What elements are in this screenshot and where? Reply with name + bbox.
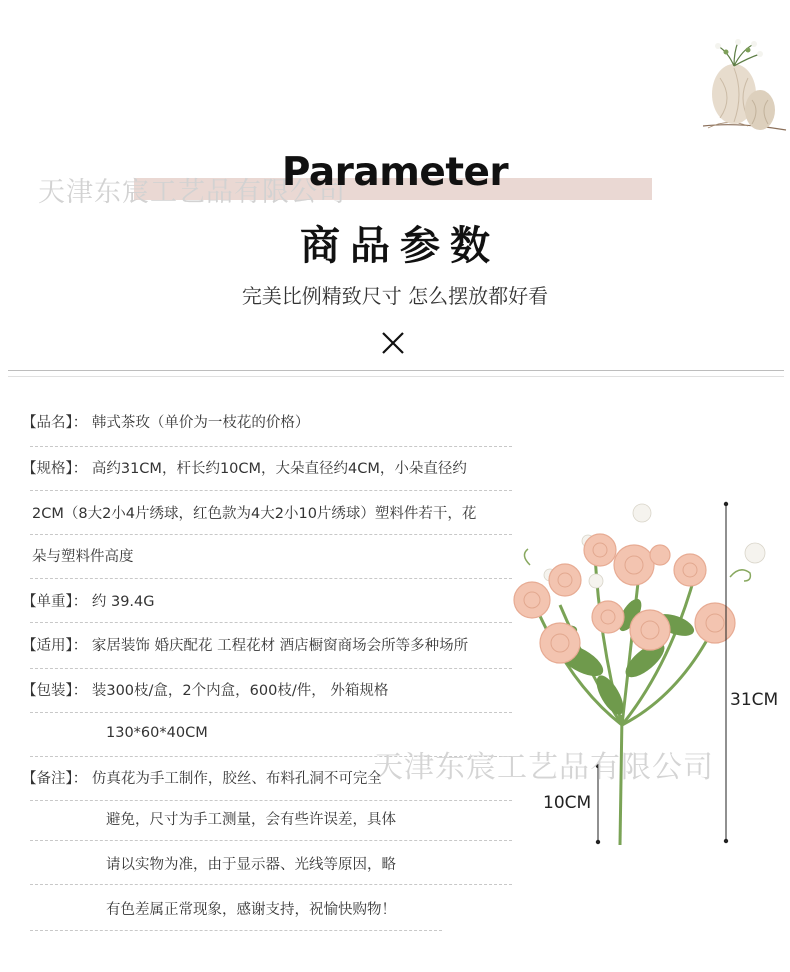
- param-label: 【备注】: [22, 771, 73, 787]
- param-pack: 【包装】： 装300枝/盒，2个内盒，600枝/件， 外箱规格: [22, 683, 389, 699]
- param-weight: 【单重】： 约 39.4G: [22, 594, 155, 610]
- param-name: 【品名】： 韩式茶玫（单价为一枝花的价格）: [22, 415, 310, 431]
- watermark-top: 天津东宸工艺品有限公司: [38, 177, 346, 208]
- page-subtitle: 完美比例精致尺寸 怎么摆放都好看: [241, 284, 549, 308]
- divider-line-light: [8, 376, 784, 377]
- height-measure-line: [716, 500, 736, 845]
- param-value: 韩式茶玫（单价为一枝花的价格）: [91, 415, 310, 431]
- param-value: 家居装饰 婚庆配花 工程花材 酒店橱窗商场会所等多种场所: [91, 638, 469, 654]
- row-divider: [30, 884, 512, 885]
- param-label: 【适用】: [22, 638, 73, 654]
- row-divider: [30, 622, 512, 623]
- row-divider: [30, 446, 512, 447]
- param-label: 【单重】: [22, 594, 73, 610]
- close-x-icon: [380, 330, 406, 356]
- row-divider: [30, 534, 512, 535]
- param-note-line3: 请以实物为准，由于显示器、光线等原因，略: [106, 857, 396, 873]
- watermark-bottom: 天津东宸工艺品有限公司: [373, 750, 714, 785]
- row-divider: [30, 840, 512, 841]
- param-usage: 【适用】： 家居装饰 婚庆配花 工程花材 酒店橱窗商场会所等多种场所: [22, 638, 469, 654]
- divider-line: [8, 370, 784, 371]
- param-value: 高约31CM，杆长约10CM，大朵直径约4CM，小朵直径约: [91, 461, 467, 477]
- param-value: 装300枝/盒，2个内盒，600枝/件， 外箱规格: [91, 683, 389, 699]
- param-label: 【包装】: [22, 683, 73, 699]
- page-title-en: Parameter: [281, 150, 509, 195]
- row-divider: [30, 578, 512, 579]
- row-divider: [30, 930, 442, 931]
- page-title-cn: 商品参数: [300, 223, 500, 269]
- param-spec: 【规格】： 高约31CM，杆长约10CM，大朵直径约4CM，小朵直径约: [22, 461, 467, 477]
- param-note-line4: 有色差属正常现象，感谢支持，祝愉快购物！: [106, 902, 396, 918]
- param-label: 【规格】: [22, 461, 73, 477]
- param-value: 约 39.4G: [91, 594, 155, 610]
- row-divider: [30, 712, 512, 713]
- param-label: 【品名】: [22, 415, 73, 431]
- param-note: 【备注】： 仿真花为手工制作，胶丝、布料孔洞不可完全: [22, 771, 382, 787]
- row-divider: [30, 490, 512, 491]
- total-height-label: 31CM: [730, 690, 779, 710]
- param-pack-line2: 130*60*40CM: [106, 725, 208, 741]
- param-spec-line3: 朵与塑料件高度: [32, 549, 134, 565]
- param-spec-line2: 2CM（8大2小4片绣球，红色款为4大2小10片绣球）塑料件若干，花: [32, 506, 477, 522]
- param-note-line2: 避免，尺寸为手工测量，会有些许误差，具体: [106, 812, 396, 828]
- param-value: 仿真花为手工制作，胶丝、布料孔洞不可完全: [91, 771, 382, 787]
- stem-length-label: 10CM: [543, 793, 592, 813]
- vase-decoration-image: [698, 38, 790, 134]
- row-divider: [30, 668, 512, 669]
- row-divider: [30, 800, 512, 801]
